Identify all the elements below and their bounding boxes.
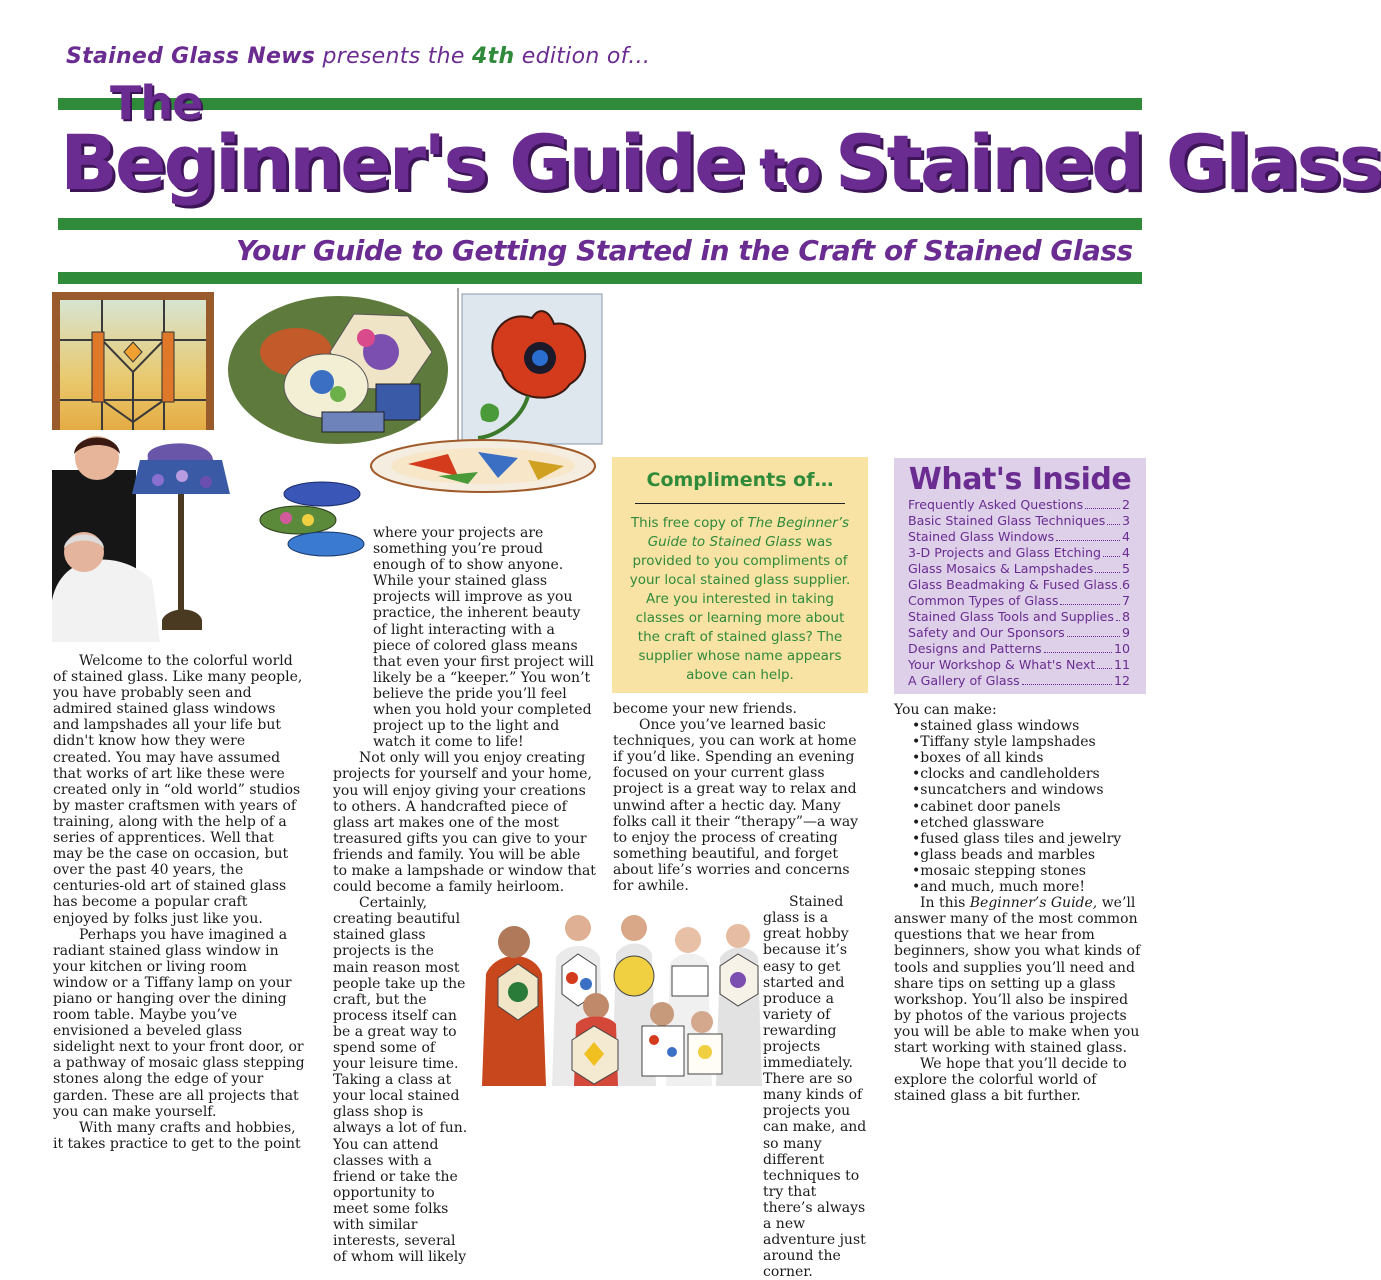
list-item: • Tiffany style lampshades [912, 734, 1148, 750]
paragraph: Certainly, creating beautiful stained glass projects is the main reason most people take up the craft, but the process itself can be a great way to spend some of your leisure time. Taking a class at your local stained glass shop is always a lot of fun. You can attend classes with a friend or take the opportunity to meet some folks with similar interests, several of whom will likely [333, 895, 468, 1266]
kicker-edition: 4th [472, 44, 515, 69]
paragraph: Welcome to the colorful world of stained glass. Like many people, you have probably seen and admired stained glass windows and lampshades all your life but didn't know how they were created. You may have assumed that works of art like these were created only in “old world” studios by master craftsmen with years of training, along with the help of a series of apprentices. Well that may be the case on occasion, but over the past 40 years, the centuries-old art of stained glass has become a popular craft enjoyed by folks just like you. [53, 653, 303, 927]
title-the: The [110, 76, 203, 130]
compliments-body [612, 514, 868, 685]
list-intro: You can make: [894, 702, 997, 718]
paragraph: In this Beginner’s Guide, we’ll answer many of the most common questions that we hear from beginners, show you what kinds of tools and supplies you’ll need and share tips on setting up a glass workshop. You’ll also be inspired by photos of the various projects you will be able to make when you start working with stained glass. [894, 895, 1141, 1056]
toc-item[interactable]: Designs and Patterns 10 [908, 641, 1130, 656]
stained-glass-window-photo [52, 292, 214, 452]
compliments-box [612, 457, 868, 693]
toc-item[interactable]: Common Types of Glass 7 [908, 593, 1130, 608]
whats-inside-heading: What's Inside [908, 462, 1132, 497]
kicker-presents: presents the [315, 44, 473, 69]
compliments-guide-title: The Beginner’s Guide to Stained Glass [647, 515, 850, 550]
article-column-1 [53, 653, 305, 1152]
bottom-rule [58, 272, 1142, 284]
list-item: • glass beads and marbles [912, 847, 1148, 863]
toc-item[interactable]: Glass Mosaics & Lampshades 5 [908, 561, 1130, 576]
toc-item[interactable]: Basic Stained Glass Techniques 3 [908, 513, 1130, 528]
paragraph: where your projects are something you’re proud enough of to show anyone. While your stained glass projects will improve as you practice, the inherent beauty of light interacting with a piece of colored glass means that even your first project will likely be a “keeper.” You won’t believe the pride you’ll feel when you hold your completed project up to the light and watch it come to life! [373, 525, 594, 751]
list-item: • cabinet door panels [912, 799, 1148, 815]
guide-title-italic: Beginner’s Guide, [969, 895, 1098, 912]
list-item: • stained glass windows [912, 718, 1148, 734]
paragraph: Not only will you enjoy creating projects for yourself and your home, you will enjoy giving your creations to others. A handcrafted piece of glass art makes one of the most treasured gifts you can give to your friends and family. You will be able to make a lampshade or window that could become a family heirloom. [333, 750, 596, 896]
article-column-4 [894, 702, 1148, 1104]
toc-item[interactable]: A Gallery of Glass 12 [908, 673, 1130, 688]
article-column-3 [613, 701, 867, 1280]
kicker-line [66, 44, 650, 69]
toc-item[interactable]: 3-D Projects and Glass Etching 4 [908, 545, 1130, 560]
subtitle: Your Guide to Getting Started in the Craft of Stained Glass [236, 234, 1133, 267]
page-title [60, 118, 1381, 207]
compliments-text-c: was provided to you compliments of your local stained glass supplier. Are you interested in taking classes or learning more about the craft of stained glass? The supplier whose name appears above can help. [629, 534, 851, 683]
toc-item[interactable]: Stained Glass Tools and Supplies 8 [908, 609, 1130, 624]
mosaic-stepping-stones-photo [226, 294, 450, 446]
list-item: • mosaic stepping stones [912, 863, 1148, 879]
paragraph: Perhaps you have imagined a radiant stained glass window in your kitchen or living room window or a Tiffany lamp on your piano or hanging over the dining room table. Maybe you’ve envisioned a beveled glass sidelight next to your front door, or a pathway of mosaic glass stepping stones along the edge of your garden. These are all projects that you can make yourself. [53, 926, 305, 1120]
toc-item[interactable]: Safety and Our Sponsors 9 [908, 625, 1130, 640]
poppy-panel-photo [458, 288, 606, 450]
whats-inside-box [894, 458, 1146, 694]
toc-item[interactable]: Stained Glass Windows 4 [908, 529, 1130, 544]
kicker-brand: Stained Glass News [66, 44, 316, 69]
list-item: • suncatchers and windows [912, 782, 1148, 798]
compliments-text-a: This free copy of [630, 515, 748, 531]
compliments-heading: Compliments of… [646, 469, 834, 491]
list-item: • boxes of all kinds [912, 750, 1148, 766]
list-item: • clocks and candleholders [912, 766, 1148, 782]
list-item: • etched glassware [912, 815, 1148, 831]
paragraph: Once you’ve learned basic techniques, you can work at home if you’d like. Spending an evening focused on your current glass project is a great way to relax and unwind after a hectic day. Many folks call it their “therapy”—a way to enjoy the process of creating something beautiful, and forget about life’s worries and concerns for awhile. [613, 717, 859, 895]
table-of-contents [894, 497, 1146, 689]
list-item: • and much, much more! [912, 879, 1148, 895]
middle-rule [58, 218, 1142, 230]
people-with-lamp-photo [52, 430, 250, 642]
title-part-guide: Beginner's Guide [60, 118, 743, 207]
toc-item[interactable]: Frequently Asked Questions 2 [908, 497, 1130, 512]
paragraph: With many crafts and hobbies, it takes practice to get to the point [53, 1119, 301, 1152]
title-part-glass: Stained Glass [834, 118, 1381, 207]
fused-glass-bowl-photo [368, 436, 598, 496]
paragraph: We hope that you’ll decide to explore the colorful world of stained glass a bit further. [894, 1056, 1127, 1105]
top-rule [58, 98, 1142, 110]
article-column-2 [333, 525, 597, 1265]
title-part-to: to [742, 138, 835, 203]
kicker-rest: edition of... [514, 44, 651, 69]
toc-item[interactable]: Glass Beadmaking & Fused Glass 6 [908, 577, 1130, 592]
list-item: • fused glass tiles and jewelry [912, 831, 1148, 847]
paragraph: Stained glass is a great hobby because it’s easy to get started and produce a variety of rewarding projects immediately. There are so many kinds of projects you can make, and so many different techniques to try that there’s always a new adventure just around the corner. [763, 894, 867, 1280]
projects-list [894, 718, 1148, 895]
toc-item[interactable]: Your Workshop & What's Next 11 [908, 657, 1130, 672]
compliments-divider [635, 503, 845, 504]
paragraph: become your new friends. [613, 701, 798, 717]
